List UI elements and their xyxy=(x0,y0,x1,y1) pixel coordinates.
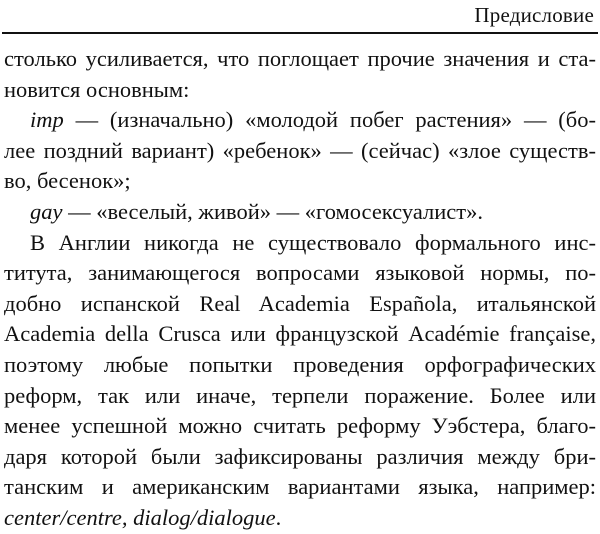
text-line-13: менее успешной можно считать реформу Уэбстера, благо- xyxy=(4,413,596,439)
term-center-centre: center/centre, dialog/dialogue xyxy=(4,504,276,530)
text-line-4: лее поздний вариант) «ребенок» — (сейчас) «злое существ- xyxy=(4,137,596,163)
text-line-5: во, бесенок»; xyxy=(4,168,131,194)
body-text xyxy=(4,44,596,534)
text-line-7: В Англии никогда не существовало формального инс- xyxy=(30,229,596,255)
text-line-3 xyxy=(4,105,596,136)
header-rule xyxy=(2,32,598,34)
term-imp: imp xyxy=(30,107,64,133)
text-line-16-rest: . xyxy=(275,504,282,530)
text-line-6 xyxy=(4,197,596,228)
term-gay: gay xyxy=(30,198,63,224)
text-line-11: поэтому любые попытки проведения орфографических xyxy=(4,351,596,377)
text-line-12: реформ, так или иначе, терпели поражение. Более или xyxy=(4,382,596,408)
text-line-6-rest: — «веселый, живой» — «гомосексуалист». xyxy=(62,198,483,224)
text-line-9: добно испанской Real Academia Española, итальянской xyxy=(4,290,596,316)
text-line-14: даря которой были зафиксированы различия между бри- xyxy=(4,443,596,469)
text-line-8: титута, занимающегося вопросами языковой нормы, по- xyxy=(4,260,596,286)
text-line-3-rest: — (изначально) «молодой побег растения» — (бо- xyxy=(63,107,596,133)
text-line-15: танским и американским вариантами языка, например: xyxy=(4,474,596,500)
running-header: Предисловие xyxy=(474,3,594,27)
text-line-1: столько усиливается, что поглощает прочие значения и ста- xyxy=(4,46,596,71)
text-line-16 xyxy=(4,503,596,534)
text-line-2: новится основным: xyxy=(4,76,190,102)
text-line-10: Academia della Crusca или французской Académie française, xyxy=(4,321,596,347)
